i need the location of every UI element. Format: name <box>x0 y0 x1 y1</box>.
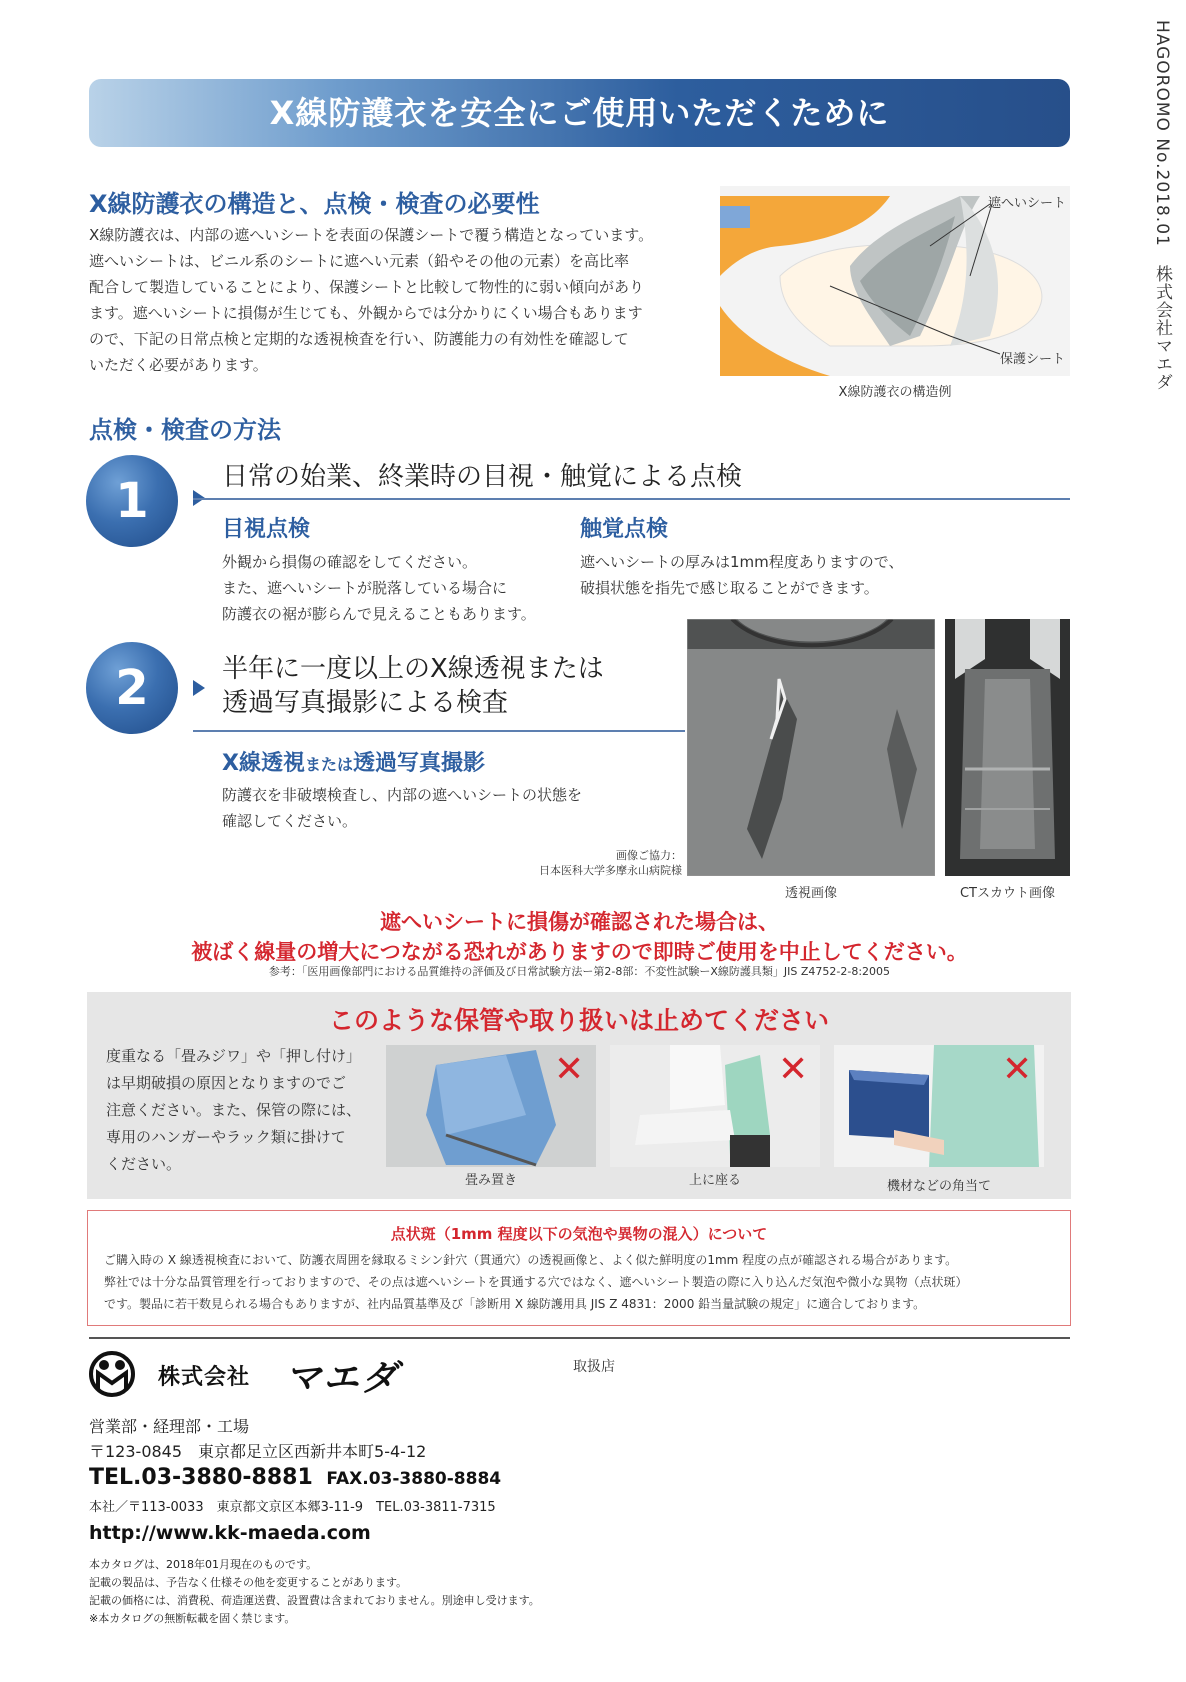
photo-caption: 上に座る <box>688 1173 741 1188</box>
x-mark-icon: ✕ <box>778 1049 809 1090</box>
step2-title-line: 半年に一度以上のX線透視または <box>222 654 604 684</box>
fluoroscopy-heading-c: 透過写真撮影 <box>352 751 485 776</box>
triangle-right-icon <box>193 680 205 696</box>
fluoroscopy-heading-a: X線透視 <box>222 751 305 776</box>
company-prefix: 株式会社 <box>158 1365 251 1390</box>
storage-line: 度重なる「畳みジワ」や「押し付け」 <box>106 1047 362 1065</box>
fluoroscopy-text <box>222 782 582 834</box>
footer-note: 記載の価格には、消費税、荷造運送費、設置費は含まれておりません。別途申し受けます。 <box>89 1594 540 1607</box>
storage-line: ください。 <box>106 1155 182 1173</box>
footer-divider <box>89 1337 1070 1339</box>
ct-caption: CTスカウト画像 <box>959 886 1056 901</box>
photo-corner <box>834 1045 1044 1167</box>
storage-heading: このような保管や取り扱いは止めてください <box>328 1006 829 1035</box>
divider <box>193 730 685 732</box>
footer-notes <box>89 1556 540 1628</box>
label-protective-sheet: 保護シート <box>1000 352 1066 367</box>
maeda-logo-icon <box>89 1351 135 1397</box>
label-shield-sheet: 遮へいシート <box>988 196 1067 211</box>
ct-scout-image <box>945 619 1070 876</box>
storage-text <box>106 1043 376 1178</box>
visual-line: 防護衣の裾が膨らんで見えることもあります。 <box>222 605 536 623</box>
tactile-line: 遮へいシートの厚みは1mm程度ありますので、 <box>580 553 904 571</box>
section1-line: 配合して製造していることにより、保護シートと比較して物性的に弱い傾向があり <box>89 278 645 296</box>
footer-note: 記載の製品は、予告なく仕様その他を変更することがあります。 <box>89 1576 408 1589</box>
warning-line: 遮へいシートに損傷が確認された場合は、 <box>380 910 779 934</box>
photo-folded <box>386 1045 596 1167</box>
step1-number: 1 <box>86 455 178 547</box>
side-label: HAGOROMO No.2018.01 株式会社マエダ <box>1152 20 1172 391</box>
fax-number: FAX.03-3880-8884 <box>326 1469 502 1489</box>
fluoroscopy-heading-b: または <box>304 755 353 774</box>
tactile-line: 破損状態を指先で感じ取ることができます。 <box>580 579 879 597</box>
tel-number: TEL.03-3880-8881 <box>89 1465 313 1490</box>
fluoroscopy-heading <box>222 746 485 777</box>
visual-inspection-text <box>222 549 536 627</box>
structure-figure <box>720 186 1070 376</box>
step2-title-line: 透過写真撮影による検査 <box>222 688 509 718</box>
page-title: X線防護衣を安全にご使用いただくために <box>269 94 890 132</box>
divider <box>193 498 1070 500</box>
website-link[interactable]: http://www.kk-maeda.com <box>89 1522 371 1544</box>
fluoroscopy-graphic <box>687 619 935 876</box>
storage-line: 注意ください。また、保管の際には、 <box>106 1101 362 1119</box>
step2-number: 2 <box>86 642 178 734</box>
warning-text <box>89 907 1070 967</box>
x-mark-icon: ✕ <box>1002 1049 1033 1090</box>
section1-line: X線防護衣は、内部の遮へいシートを表面の保護シートで覆う構造となっています。 <box>89 226 654 244</box>
storage-line: は早期破損の原因となりますのでご <box>106 1074 347 1092</box>
image-credit <box>480 848 682 878</box>
notice-line: です。製品に若干数見られる場合もありますが、社内品質基準及び「診断用 X 線防護用具 JIS Z 4831：2000 鉛当量試験の規定」に適合しております。 <box>104 1297 926 1311</box>
photo-caption: 機材などの角当て <box>886 1179 991 1194</box>
contact-line <box>89 1465 501 1490</box>
visual-line: また、遮へいシートが脱落している場合に <box>222 579 508 597</box>
warning-line: 被ばく線量の増大につながる恐れがありますので即時ご使用を中止してください。 <box>191 940 968 964</box>
section1-heading: X線防護衣の構造と、点検・検査の必要性 <box>89 190 540 218</box>
notice-text <box>104 1249 1054 1315</box>
notice-line: 弊社では十分な品質管理を行っておりますので、その点は遮へいシートを貫通する穴ではなく、遮へいシート製造の際に入り込んだ気泡や微小な異物（点状斑） <box>104 1275 968 1289</box>
dept-text: 営業部・経理部・工場 <box>89 1417 250 1436</box>
storage-line: 専用のハンガーやラック類に掛けて <box>106 1128 346 1146</box>
tactile-inspection-heading: 触覚点検 <box>580 517 669 542</box>
section2-heading: 点検・検査の方法 <box>89 416 281 444</box>
fluoroscopy-caption: 透視画像 <box>784 886 837 901</box>
section1-line: いただく必要があります。 <box>89 356 268 374</box>
credit-line: 画像ご協力： <box>616 849 682 862</box>
section1-line: ます。遮へいシートに損傷が生じても、外観からでは分かりにくい場合もあります <box>89 304 643 322</box>
photo-sitting <box>610 1045 820 1167</box>
reference-text: 参考：「医用画像部門における品質維持の評価及び日常試験方法ー第2-8部：不変性試験ーX線防護具類」JIS Z4752-2-8:2005 <box>268 965 891 978</box>
x-mark-icon: ✕ <box>554 1049 585 1090</box>
address-text: 〒123-0845 東京都足立区西新井本町5-4-12 <box>89 1442 427 1461</box>
section1-line: 遮へいシートは、ビニル系のシートに遮へい元素（鉛やその他の元素）を高比率 <box>89 252 630 270</box>
figure-caption: X線防護衣の構造例 <box>838 385 952 400</box>
hq-text: 本社／〒113-0033 東京都文京区本郷3-11-9 TEL.03-3811-7315 <box>89 1500 496 1515</box>
credit-line: 日本医科大学多摩永山病院様 <box>539 864 682 877</box>
tactile-inspection-text <box>580 549 903 601</box>
dealer-label: 取扱店 <box>573 1359 615 1375</box>
visual-inspection-heading: 目視点検 <box>222 517 311 542</box>
company-name: マエダ <box>285 1358 400 1399</box>
notice-line: ご購入時の X 線透視検査において、防護衣周囲を縁取るミシン針穴（貫通穴）の透視画像と、よく似た鮮明度の1mm 程度の点が確認される場合があります。 <box>104 1253 958 1267</box>
step2-title <box>222 652 604 720</box>
footer-note: 本カタログは、2018年01月現在のものです。 <box>89 1558 318 1571</box>
fluoroscopy-line: 防護衣を非破壊検査し、内部の遮へいシートの状態を <box>222 786 583 804</box>
visual-line: 外観から損傷の確認をしてください。 <box>222 553 478 571</box>
section1-text <box>89 222 719 378</box>
title-banner <box>89 79 1070 147</box>
notice-heading: 点状斑（1mm 程度以下の気泡や異物の混入）について <box>390 1225 768 1243</box>
step1-title: 日常の始業、終業時の目視・触覚による点検 <box>222 462 743 492</box>
photo-caption: 畳み置き <box>464 1173 517 1188</box>
fluoroscopy-image <box>687 619 935 876</box>
fluoroscopy-line: 確認してください。 <box>222 812 358 830</box>
footer-note: ※本カタログの無断転載を固く禁じます。 <box>89 1612 296 1625</box>
ct-scout-graphic <box>945 619 1070 876</box>
section1-line: ので、下記の日常点検と定期的な透視検査を行い、防護能力の有効性を確認して <box>89 330 629 348</box>
